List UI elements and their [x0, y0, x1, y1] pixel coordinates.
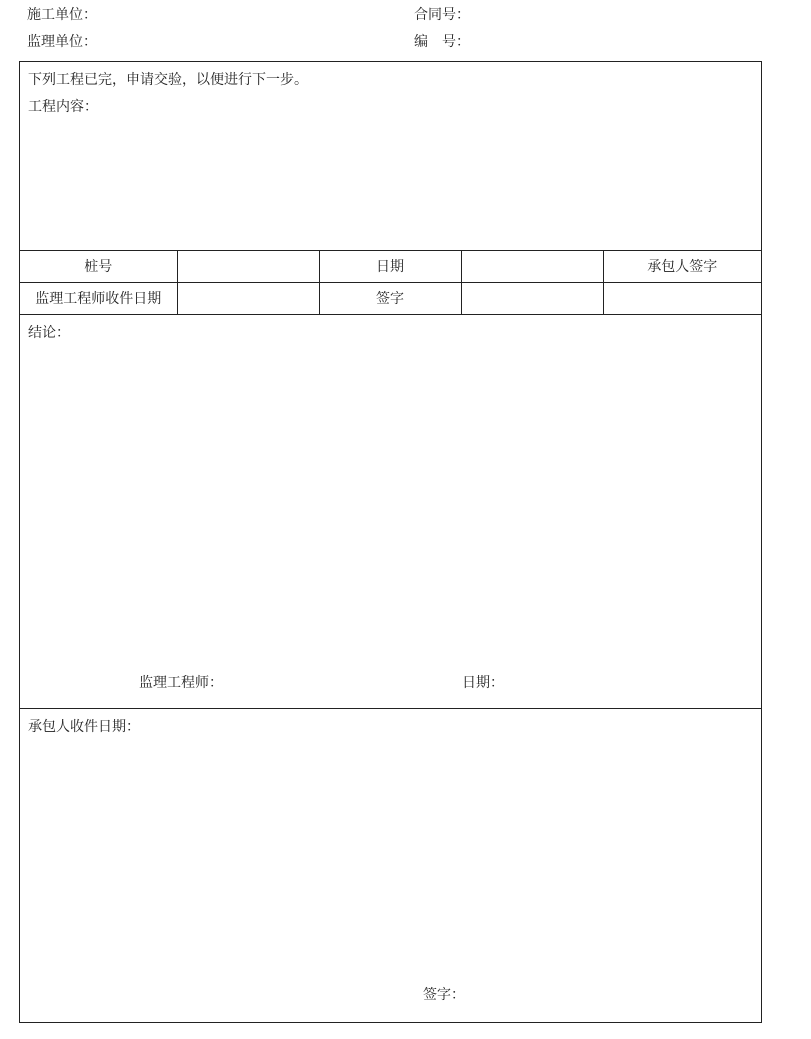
contract-no-label: 合同号： — [414, 7, 470, 23]
contractor-receipt-date-label: 承包人收件日期： — [28, 719, 140, 735]
conclusion-section — [20, 314, 761, 709]
engineer-receipt-date-label: 监理工程师收件日期 — [20, 283, 177, 315]
contractor-signature-label: 承包人签字 — [603, 251, 761, 283]
conclusion-label: 结论： — [28, 325, 70, 341]
construction-unit-label: 施工单位： — [27, 7, 97, 23]
supervision-unit-label: 监理单位： — [27, 34, 97, 50]
inspection-request-form — [19, 61, 762, 1023]
station-no-value — [177, 251, 319, 283]
request-statement: 下列工程已完，申请交验，以便进行下一步。 — [28, 72, 308, 88]
date-label: 日期 — [319, 251, 461, 283]
request-section — [20, 62, 761, 251]
table-row — [20, 251, 761, 283]
serial-no-label: 编 号： — [414, 34, 470, 50]
info-grid — [20, 251, 761, 315]
station-no-label: 桩号 — [20, 251, 177, 283]
conclusion-date-label: 日期： — [462, 675, 504, 691]
table-row — [20, 283, 761, 315]
contractor-signature-value — [603, 283, 761, 315]
signature-value — [461, 283, 603, 315]
signature-label: 签字 — [319, 283, 461, 315]
supervising-engineer-label: 监理工程师： — [139, 675, 223, 691]
date-value — [461, 251, 603, 283]
work-content-label: 工程内容： — [28, 99, 98, 115]
engineer-receipt-date-value — [177, 283, 319, 315]
contractor-receipt-section — [20, 709, 761, 1022]
receipt-signature-label: 签字： — [423, 987, 465, 1003]
